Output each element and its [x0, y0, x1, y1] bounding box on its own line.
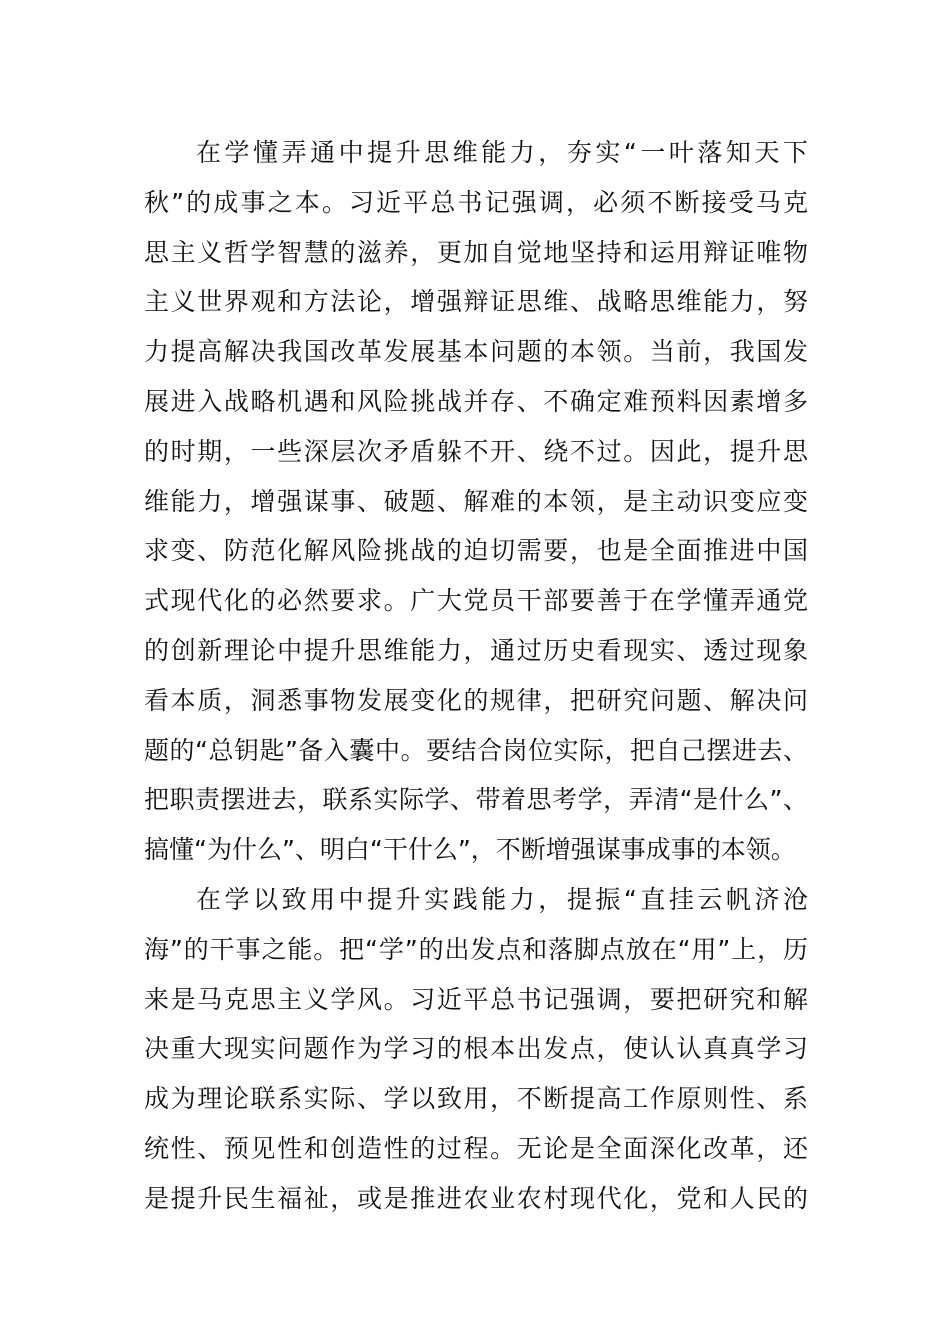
paragraph-1-line-7: 的时期，一些深层次矛盾躲不开、绕不过。因此，提升思: [144, 436, 808, 466]
paragraph-1-line-15: 搞懂“为什么”、明白“干什么”，不断增强谋事成事的本领。: [144, 835, 796, 865]
paragraph-1-line-13: 题的“总钥匙”备入囊中。要结合岗位实际，把自己摆进去、: [144, 735, 808, 765]
paragraph-2-line-3: 来是马克思主义学风。习近平总书记强调，要把研究和解: [144, 984, 808, 1014]
paragraph-2-line-6: 统性、预见性和创造性的过程。无论是全面深化改革，还: [144, 1133, 808, 1163]
paragraph-2-line-1: 在学以致用中提升实践能力，提振“直挂云帆济沧: [196, 884, 808, 914]
paragraph-2-line-2: 海”的干事之能。把“学”的出发点和落脚点放在“用”上，历: [144, 934, 808, 964]
document-body: [144, 128, 808, 1224]
paragraph-1-line-5: 力提高解决我国改革发展基本问题的本领。当前，我国发: [144, 337, 808, 367]
paragraph-1-line-14: 把职责摆进去，联系实际学、带着思考学，弄清“是什么”、: [144, 785, 808, 815]
paragraph-1-line-10: 式现代化的必然要求。广大党员干部要善于在学懂弄通党: [144, 586, 808, 616]
paragraph-1-line-11: 的创新理论中提升思维能力，通过历史看现实、透过现象: [144, 635, 808, 665]
paragraph-1-line-12: 看本质，洞悉事物发展变化的规律，把研究问题、解决问: [144, 685, 808, 715]
paragraph-1-line-4: 主义世界观和方法论，增强辩证思维、战略思维能力，努: [144, 287, 808, 317]
paragraph-1-line-6: 展进入战略机遇和风险挑战并存、不确定难预料因素增多: [144, 386, 808, 416]
paragraph-2-line-4: 决重大现实问题作为学习的根本出发点，使认认真真学习: [144, 1034, 808, 1064]
paragraph-1-line-9: 求变、防范化解风险挑战的迫切需要，也是全面推进中国: [144, 536, 808, 566]
paragraph-1-line-1: 在学懂弄通中提升思维能力，夯实“一叶落知天下: [196, 138, 808, 167]
paragraph-1-line-2: 秋”的成事之本。习近平总书记强调，必须不断接受马克: [144, 187, 808, 217]
paragraph-2-line-5: 成为理论联系实际、学以致用，不断提高工作原则性、系: [144, 1084, 808, 1114]
paragraph-1-line-3: 思主义哲学智慧的滋养，更加自觉地坚持和运用辩证唯物: [144, 237, 808, 267]
paragraph-2-line-7: 是提升民生福祉，或是推进农业农村现代化，党和人民的: [144, 1183, 808, 1213]
paragraph-1-line-8: 维能力，增强谋事、破题、解难的本领，是主动识变应变: [144, 486, 808, 516]
